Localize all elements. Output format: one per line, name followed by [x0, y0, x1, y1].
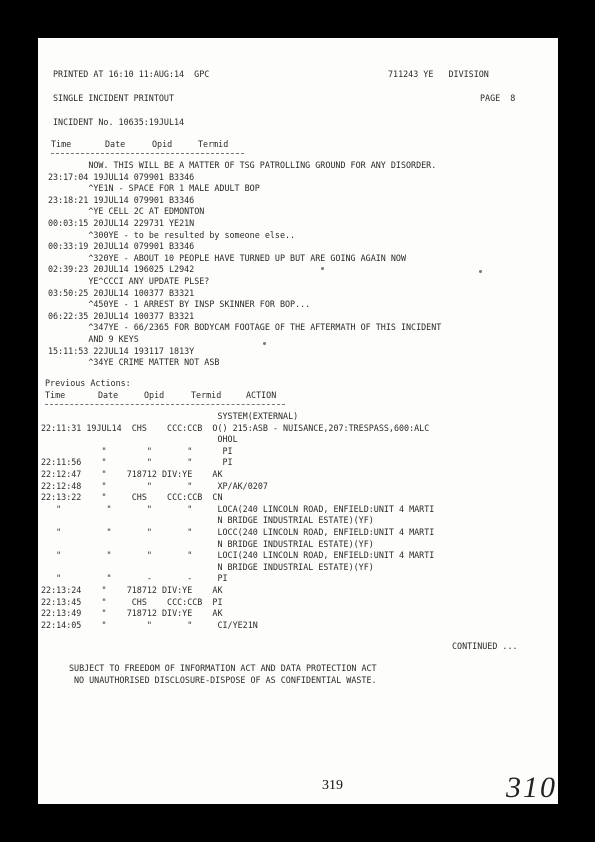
previous-actions-list — [41, 411, 553, 636]
continued-label: CONTINUED ... — [452, 641, 518, 651]
remark-line: 00:33:19 20JUL14 079901 B3346 — [48, 241, 195, 252]
col-time-header: Time — [51, 139, 72, 149]
col-opid-header: Opid — [152, 139, 173, 149]
col-date-header: Date — [105, 139, 126, 149]
previous-actions-title: Previous Actions: — [45, 378, 131, 388]
remark-line: ^320YE - ABOUT 10 PEOPLE HAVE TURNED UP BUT ARE GOING AGAIN NOW — [48, 252, 406, 263]
pa-col-opid-header: Opid — [144, 390, 165, 400]
pa-col-action-header: ACTION — [246, 390, 277, 400]
action-row: N BRIDGE INDUSTRIAL ESTATE)(YF) — [41, 561, 374, 572]
printout-title: SINGLE INCIDENT PRINTOUT — [53, 93, 175, 103]
remark-line: 23:17:04 19JUL14 079901 B3346 — [48, 171, 195, 182]
action-row: 22:13:45 " CHS CCC:CCB PI — [41, 596, 223, 607]
action-row: 22:13:24 " 718712 DIV:YE AK — [41, 585, 223, 595]
action-row: " " " " LOCC(240 LINCOLN ROAD, ENFIELD:UNIT 4 MARTI — [41, 527, 435, 537]
action-row: " " " " LOCA(240 LINCOLN ROAD, ENFIELD:UNIT 4 MARTI — [41, 503, 435, 514]
remark-line: 03:50:25 20JUL14 100377 B3321 — [48, 287, 195, 298]
header-divider — [51, 153, 244, 154]
action-row: OHOL — [41, 434, 238, 445]
action-row: 22:14:05 " " " CI/YE21N — [41, 619, 258, 630]
disclaimer-line-1: SUBJECT TO FREEDOM OF INFORMATION ACT AND DATA PROTECTION ACT — [69, 663, 377, 673]
action-row: N BRIDGE INDUSTRIAL ESTATE)(YF) — [41, 538, 374, 549]
disclaimer-line-2: NO UNAUTHORISED DISCLOSURE-DISPOSE OF AS CONFIDENTIAL WASTE. — [74, 675, 377, 685]
remark-line: 02:39:23 20JUL14 196025 L2942 — [48, 264, 195, 275]
action-row: 22:13:49 " 718712 DIV:YE AK — [41, 608, 223, 619]
pa-col-date-header: Date — [98, 390, 119, 400]
remark-line: 06:22:35 20JUL14 100377 B3321 — [48, 310, 195, 321]
pa-header-divider — [45, 404, 285, 405]
remarks-list — [48, 160, 553, 370]
scan-speck — [263, 342, 266, 345]
remark-line: ^450YE - 1 ARREST BY INSP SKINNER FOR BOP... — [48, 299, 311, 310]
remark-line: ^34YE CRIME MATTER NOT ASB — [48, 357, 220, 368]
col-termid-header: Termid — [198, 139, 229, 149]
action-row: SYSTEM(EXTERNAL) — [41, 411, 299, 421]
remark-line: ^YE1N - SPACE FOR 1 MALE ADULT BOP — [48, 183, 260, 194]
printed-at: PRINTED AT 16:10 11:AUG:14 GPC — [53, 69, 210, 79]
remark-line: YE^CCCI ANY UPDATE PLSE? — [48, 276, 210, 286]
page-label: PAGE 8 — [480, 93, 516, 103]
incident-number: INCIDENT No. 10635:19JUL14 — [53, 117, 185, 127]
remark-line: ^YE CELL 2C AT EDMONTON — [48, 206, 205, 217]
action-row: 22:13:22 " CHS CCC:CCB CN — [41, 492, 223, 503]
remark-line: NOW. THIS WILL BE A MATTER OF TSG PATROLLING GROUND FOR ANY DISORDER. — [48, 160, 437, 170]
action-row: 22:12:48 " " " XP/AK/0207 — [41, 480, 268, 491]
document-page — [38, 38, 558, 804]
action-row: 22:11:56 " " " PI — [41, 457, 233, 468]
remark-line: AND 9 KEYS — [48, 334, 139, 344]
action-row: " " " PI — [41, 445, 233, 456]
pa-col-time-header: Time — [45, 390, 66, 400]
page-number: 319 — [322, 778, 343, 793]
scan-speck — [479, 270, 482, 273]
remark-line: 15:11:53 22JUL14 193117 1813Y — [48, 345, 195, 356]
remark-line: 00:03:15 20JUL14 229731 YE21N — [48, 218, 195, 228]
reference-division: 711243 YE DIVISION — [388, 69, 489, 79]
action-row: 22:12:47 " 718712 DIV:YE AK — [41, 469, 223, 479]
action-row: " " " " LOCI(240 LINCOLN ROAD, ENFIELD:UNIT 4 MARTI — [41, 550, 435, 561]
remark-line: ^300YE - to be resulted by someone else.. — [48, 229, 296, 240]
handwritten-number: 310 — [506, 771, 557, 804]
action-row: N BRIDGE INDUSTRIAL ESTATE)(YF) — [41, 515, 374, 526]
remark-line: ^347YE - 66/2365 FOR BODYCAM FOOTAGE OF THE AFTERMATH OF THIS INCIDENT — [48, 322, 442, 333]
remark-line: 23:18:21 19JUL14 079901 B3346 — [48, 194, 195, 205]
scan-speck — [321, 267, 324, 270]
action-row: " " - - PI — [41, 573, 228, 584]
action-row: 22:11:31 19JUL14 CHS CCC:CCB O() 215:ASB - NUISANCE,207:TRESPASS,600:ALC — [41, 422, 430, 433]
pa-col-termid-header: Termid — [191, 390, 222, 400]
